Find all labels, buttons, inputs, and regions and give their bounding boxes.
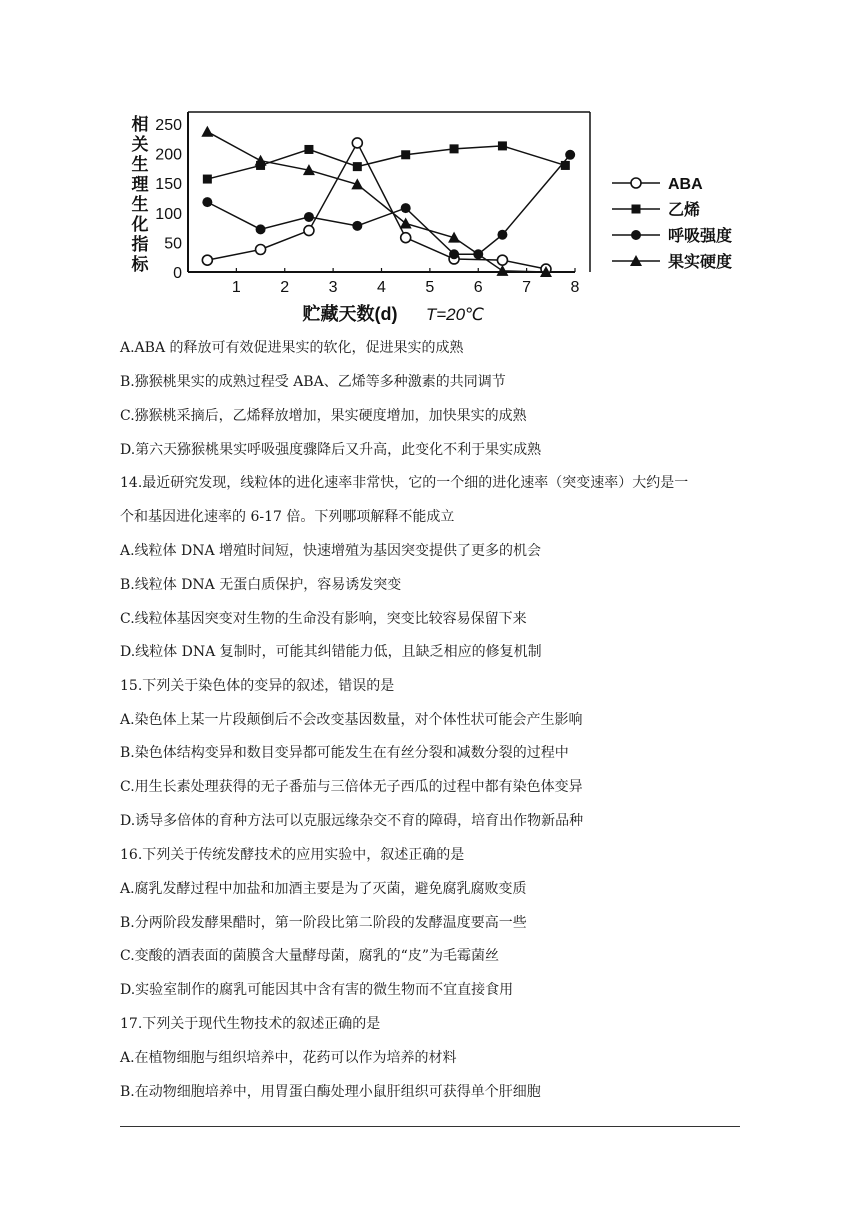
chart-axes [188,112,590,272]
text-line: C.用生长素处理获得的无子番茄与三倍体无子西瓜的过程中都有染色体变异 [120,779,583,795]
storage-chart [120,98,760,330]
legend-label: 乙烯 [668,202,701,219]
text-line: A.在植物细胞与组织培养中，花药可以作为培养的材料 [120,1050,457,1066]
footer-divider [120,1126,740,1127]
data-point [497,255,507,265]
data-point [304,212,314,222]
data-point [304,145,313,154]
text-line: B.线粒体 DNA 无蛋白质保护，容易诱发突变 [120,577,402,593]
text-line: B.染色体结构变异和数目变异都可能发生在有丝分裂和减数分裂的过程中 [120,745,569,761]
data-point [561,161,570,170]
y-tick-label: 0 [173,265,182,282]
text-line: C.猕猴桃采摘后，乙烯释放增加，果实硬度增加，加快果实的成熟 [120,408,527,424]
legend-marker [631,230,641,240]
text-line: D.第六天猕猴桃果实呼吸强度骤降后又升高，此变化不利于果实成熟 [120,442,542,458]
series-0 [202,138,551,274]
legend-marker [631,178,641,188]
data-point [256,245,266,255]
data-point [565,150,575,160]
x-tick-label: 3 [328,279,338,296]
x-tick-label: 7 [522,279,532,296]
y-axis-label-char: 标 [131,255,149,274]
legend-label: ABA [668,176,703,193]
text-line: C.线粒体基因突变对生物的生命没有影响，突变比较容易保留下来 [120,611,527,627]
series-layer [201,126,575,277]
data-point [352,221,362,231]
y-axis-label-char: 相 [131,115,149,134]
text-line: 14.最近研究发现，线粒体的进化速率非常快，它的一个细的进化速率（突变速率）大约是一 [120,475,689,491]
x-tick-label: 2 [280,279,290,296]
data-point [352,138,362,148]
data-point [202,255,212,265]
text-line: D.线粒体 DNA 复制时，可能其纠错能力低，且缺乏相应的修复机制 [120,644,542,660]
data-point [202,197,212,207]
text-line: C.变酸的酒表面的菌膜含大量酵母菌，腐乳的“皮”为毛霉菌丝 [120,948,499,964]
legend-label: 呼吸强度 [668,228,733,245]
x-axis-label: 贮藏天数(d) [302,304,398,324]
data-point [201,126,213,137]
text-line: 15.下列关于染色体的变异的叙述，错误的是 [120,678,395,694]
text-line: A.线粒体 DNA 增殖时间短，快速增殖为基因突变提供了更多的机会 [120,543,542,559]
y-axis-label-char: 理 [131,175,149,194]
y-axis-label [131,114,150,274]
data-point [449,249,459,259]
chart-legend [612,176,732,271]
x-tick-label: 4 [377,279,386,296]
text-line: B.在动物细胞培养中，用胃蛋白酶处理小鼠肝组织可获得单个肝细胞 [120,1084,541,1100]
x-tick-label: 1 [231,279,241,296]
y-axis-label-char: 生 [131,195,149,214]
text-line: 个和基因进化速率的 6-17 倍。下列哪项解释不能成立 [120,509,455,525]
y-tick-label: 100 [155,205,182,223]
data-point [450,144,459,153]
y-axis-label-char: 生 [131,155,149,174]
data-point [256,224,266,234]
data-point [304,226,314,236]
y-axis-label-char: 关 [131,135,149,154]
data-point [203,175,212,184]
text-line: B.分两阶段发酵果醋时，第一阶段比第二阶段的发酵温度要高一些 [120,915,527,931]
data-point [401,203,411,213]
y-tick-label: 150 [155,176,182,194]
y-axis-label-char: 化 [131,215,149,234]
x-tick-label: 6 [473,279,483,296]
text-line: D.实验室制作的腐乳可能因其中含有害的微生物而不宜直接食用 [120,982,514,998]
data-point [401,233,411,243]
temperature-note: T=20℃ [425,305,485,324]
x-tick-label: 8 [570,279,580,296]
text-line: A.染色体上某一片段颠倒后不会改变基因数量，对个体性状可能会产生影响 [120,712,583,728]
text-line: B.猕猴桃果实的成熟过程受 ABA、乙烯等多种激素的共同调节 [120,374,506,390]
data-point [498,141,507,150]
data-point [255,155,267,166]
text-line: 17.下列关于现代生物技术的叙述正确的是 [120,1016,381,1032]
data-point [353,162,362,171]
data-point [401,150,410,159]
legend-label: 果实硬度 [668,254,733,271]
text-line: A.ABA 的释放可有效促进果实的软化，促进果实的成熟 [120,340,464,356]
text-line: 16.下列关于传统发酵技术的应用实验中，叙述正确的是 [120,847,465,863]
axis-ticks [155,117,579,296]
text-line: A.腐乳发酵过程中加盐和加酒主要是为了灭菌，避免腐乳腐败变质 [120,881,527,897]
text-line: D.诱导多倍体的育种方法可以克服远缘杂交不育的障碍，培育出作物新品种 [120,813,584,829]
y-tick-label: 200 [155,146,182,164]
y-tick-label: 50 [164,235,182,253]
y-axis-label-char: 指 [131,235,149,254]
y-tick-label: 250 [155,117,182,134]
legend-marker [632,205,641,214]
x-tick-label: 5 [425,279,435,296]
data-point [497,230,507,240]
